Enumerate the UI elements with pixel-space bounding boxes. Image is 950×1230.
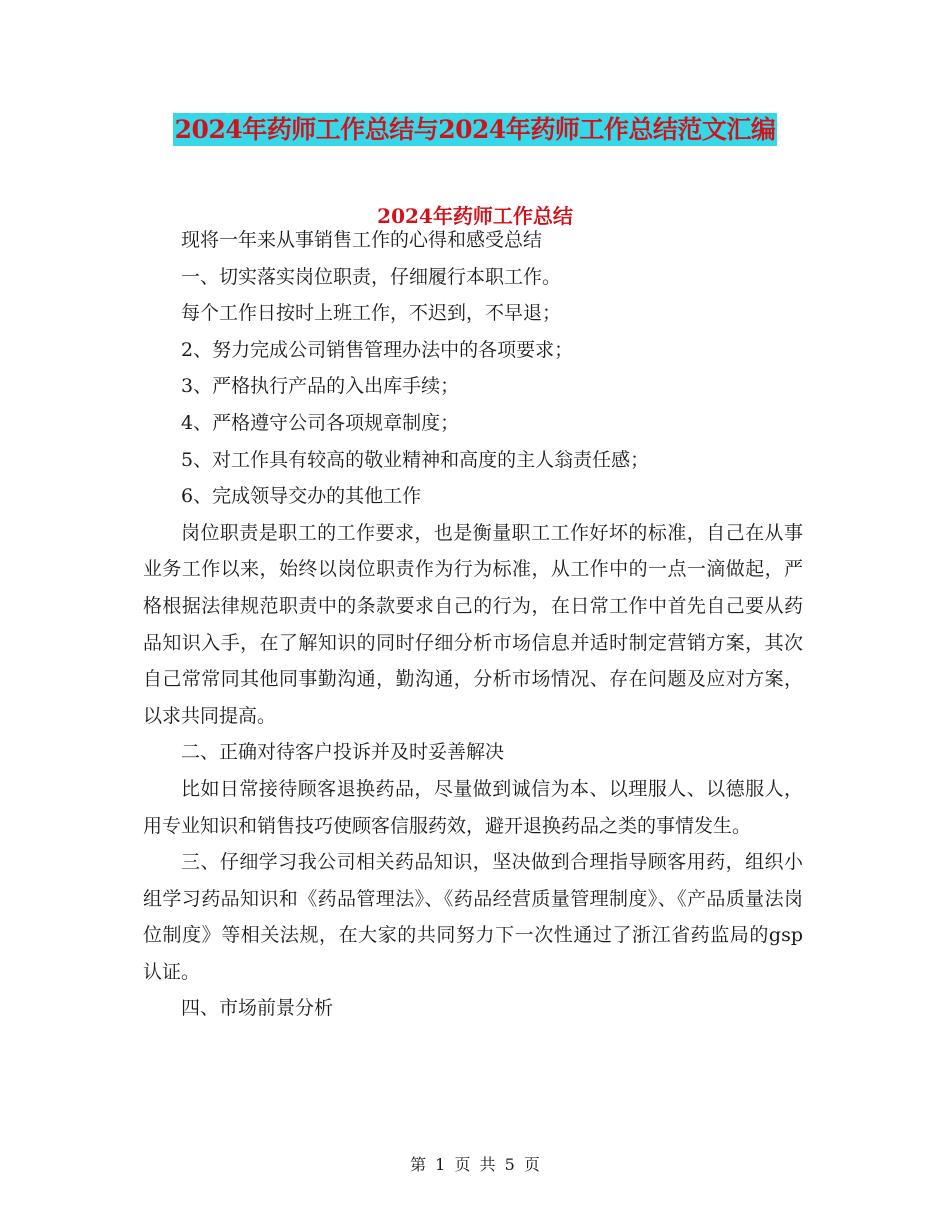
- document-title-text: 2024年药师工作总结与2024年药师工作总结范文汇编: [174, 115, 776, 144]
- paragraph: 二、正确对待客户投诉并及时妥善解决: [181, 741, 505, 764]
- section-title: 2024年药师工作总结: [377, 204, 573, 228]
- paragraph: 现将一年来从事销售工作的心得和感受总结: [181, 229, 543, 251]
- paragraph: 3、严格执行产品的入出库手续；: [181, 375, 460, 398]
- paragraph: 岗位职责是职工的工作要求，也是衡量职工工作好坏的标准，自己在从事业务工作以来，始终以岗位职责作为行为标准，从工作中的一点一滴做起，严格根据法律规范职责中的条款要求自己的行为，在日常工作中首先自己要从药品知识入手，在了解知识的同时仔细分析市场信息并适时制定营销方案，其次自己常常同其他同事勤沟通，勤沟通，分析市场情况、存在问题及应对方案，以求共同提高。: [143, 521, 803, 727]
- paragraph: 每个工作日按时上班工作，不迟到，不早退；: [181, 302, 562, 325]
- document-body: [143, 222, 803, 1027]
- paragraph: 一、切实落实岗位职责，仔细履行本职工作。: [181, 265, 562, 288]
- paragraph: 4、严格遵守公司各项规章制度；: [181, 411, 460, 434]
- paragraph: 2、努力完成公司销售管理办法中的各项要求；: [181, 338, 574, 361]
- page-footer: 第 1 页 共 5 页: [410, 1155, 540, 1174]
- paragraph: 四、市场前景分析: [181, 997, 334, 1020]
- paragraph: 比如日常接待顾客退换药品，尽量做到诚信为本、以理服人、以德服人，用专业知识和销售技巧使顾客信服药效，避开退换药品之类的事情发生。: [143, 777, 803, 837]
- document-title: [0, 110, 950, 146]
- paragraph: 5、对工作具有较高的敬业精神和高度的主人翁责任感；: [181, 448, 650, 471]
- paragraph: 三、仔细学习我公司相关药品知识，坚决做到合理指导顾客用药，组织小组学习药品知识和《药品管理法》、《药品经营质量管理制度》、《产品质量法岗位制度》等相关法规，在大家的共同努力下一次性通过了浙江省药监局的gsp认证。: [143, 851, 803, 983]
- paragraph: 6、完成领导交办的其他工作: [181, 485, 422, 508]
